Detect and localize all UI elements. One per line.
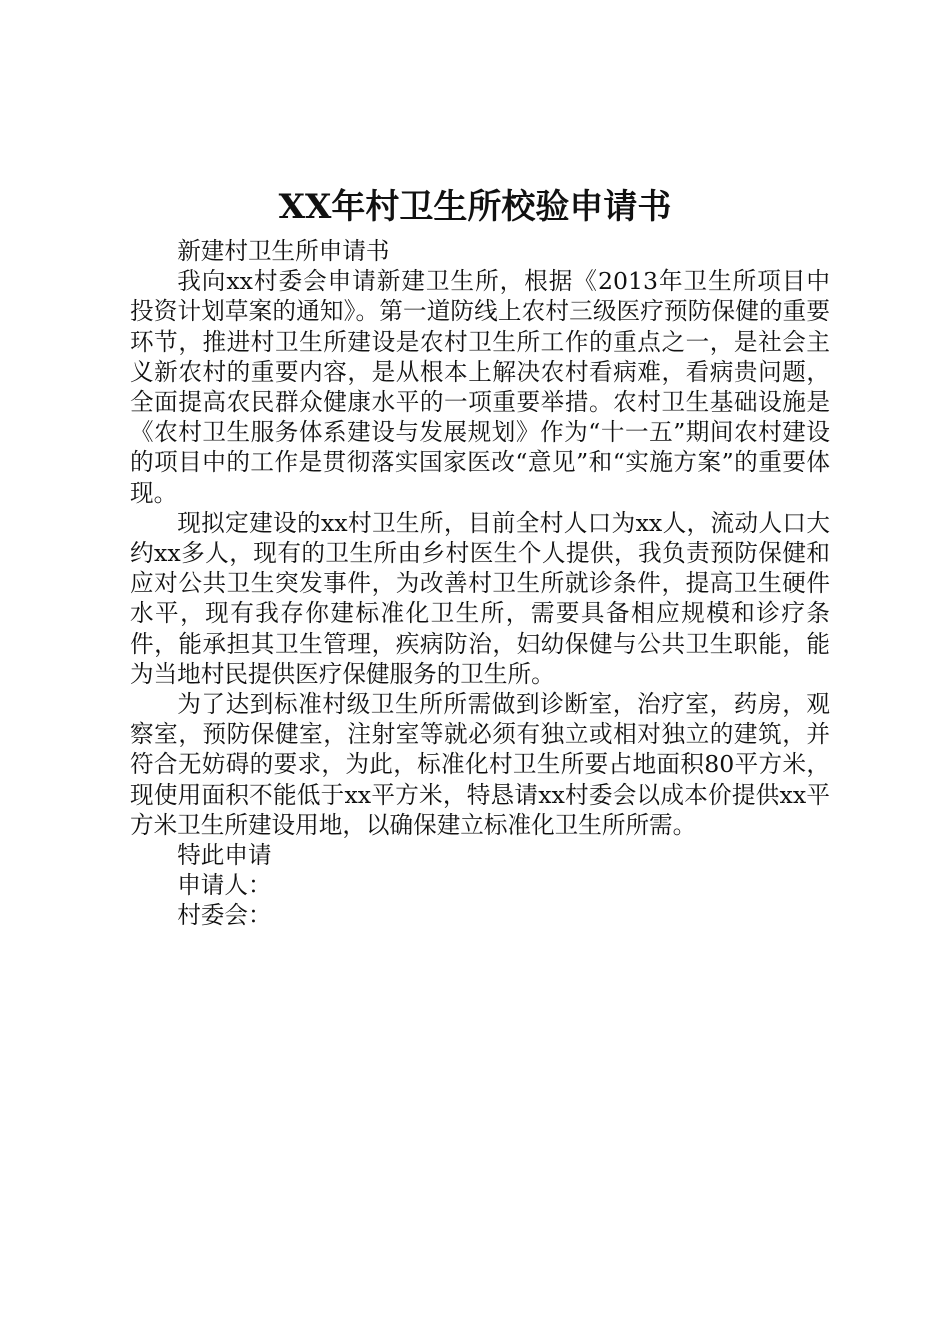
paragraph-3: 为了达到标准村级卫生所所需做到诊断室，治疗室，药房，观察室，预防保健室，注射室等就必须有独立或相对独立的建筑，并符合无妨碍的要求，为此，标准化村卫生所要占地面积80平方米，现使用面积不能低于xx平方米，特恳请xx村委会以成本价提供xx平方米卫生所建设用地，以确保建立标准化卫生所所需。 bbox=[130, 690, 830, 839]
document-body bbox=[130, 236, 830, 931]
document-title: XX年村卫生所校验申请书 bbox=[278, 187, 672, 227]
document-subtitle: 新建村卫生所申请书 bbox=[177, 237, 390, 265]
committee-label: 村委会： bbox=[177, 901, 272, 930]
applicant-label: 申请人： bbox=[177, 871, 272, 900]
paragraph-2: 现拟定建设的xx村卫生所，目前全村人口为xx人，流动人口大约xx多人，现有的卫生所由乡村医生个人提供，我负责预防保健和应对公共卫生突发事件，为改善村卫生所就诊条件，提高卫生硬件水平，现有我存你建标准化卫生所，需要具备相应规模和诊疗条件，能承担其卫生管理，疾病防治，妇幼保健与公共卫生职能，能为当地村民提供医疗保健服务的卫生所。 bbox=[130, 508, 830, 688]
closing-line: 特此申请 bbox=[177, 841, 272, 870]
paragraph-1: 我向xx村委会申请新建卫生所，根据《2013年卫生所项目中投资计划草案的通知》。第一道防线上农村三级医疗预防保健的重要环节，推进村卫生所建设是农村卫生所工作的重点之一，是社会主义新农村的重要内容，是从根本上解决农村看病难，看病贵问题，全面提高农民群众健康水平的一项重要举措。农村卫生基础设施是《农村卫生服务体系建设与发展规划》作为“十一五”期间农村建设的项目中的工作是贯彻落实国家医改“意见”和“实施方案”的重要体现。 bbox=[130, 267, 830, 507]
